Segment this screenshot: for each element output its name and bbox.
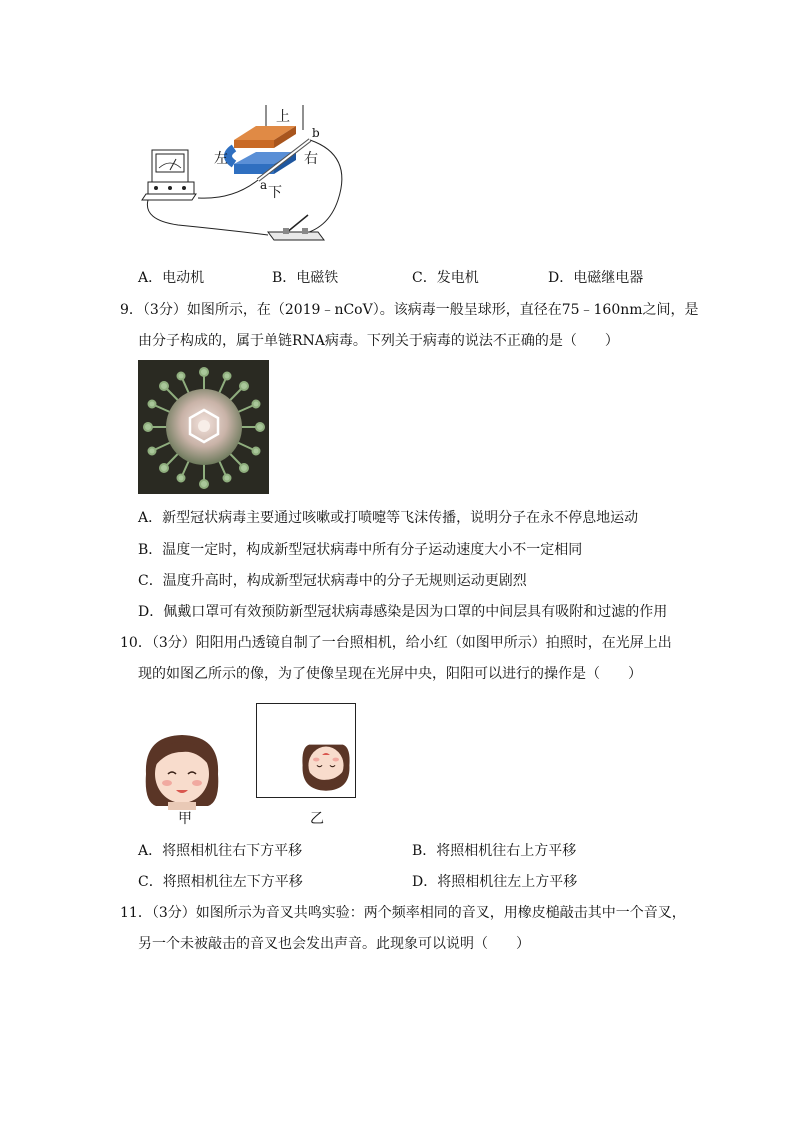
q9-option-a: A．新型冠状病毒主要通过咳嗽或打喷嚏等飞沫传播，说明分子在永不停息地运动 bbox=[138, 510, 639, 526]
label-up: 上 bbox=[276, 109, 290, 125]
q8-figure bbox=[138, 100, 358, 250]
q11-stem-line2: 另一个未被敲击的音叉也会发出声音。此现象可以说明（ ） bbox=[138, 936, 530, 952]
label-left: 左 bbox=[214, 151, 228, 167]
q11-stem-line1: 11．（3分）如图所示为音叉共鸣实验：两个频率相同的音叉，用橡皮槌敲击其中一个音叉， bbox=[120, 905, 686, 921]
figure-yi-screen bbox=[256, 703, 356, 798]
q9-option-d: D．佩戴口罩可有效预防新型冠状病毒感染是因为口罩的中间层具有吸附和过滤的作用 bbox=[138, 604, 668, 620]
inverted-girl-face-illustration bbox=[297, 742, 355, 794]
figure-jia-girl-face bbox=[138, 730, 226, 810]
q10-stem-line2: 现的如图乙所示的像，为了使像呈现在光屏中央，阳阳可以进行的操作是（ ） bbox=[138, 666, 642, 682]
q8-option-b: B．电磁铁 bbox=[272, 270, 339, 286]
girl-face-illustration bbox=[138, 730, 226, 810]
q9-option-c: C．温度升高时，构成新型冠状病毒中的分子无规则运动更剧烈 bbox=[138, 573, 527, 589]
label-right: 右 bbox=[304, 151, 318, 167]
q8-option-a: A．电动机 bbox=[138, 270, 205, 286]
label-a: a bbox=[260, 178, 268, 192]
label-b: b bbox=[312, 126, 320, 140]
label-yi: 乙 bbox=[310, 811, 324, 827]
q10-option-a: A．将照相机往右下方平移 bbox=[138, 843, 303, 859]
q8-option-c: C．发电机 bbox=[412, 270, 479, 286]
generator-circuit-diagram bbox=[138, 100, 358, 250]
coronavirus-illustration bbox=[138, 360, 269, 494]
q8-option-d: D．电磁继电器 bbox=[548, 270, 644, 286]
q10-option-d: D．将照相机往左上方平移 bbox=[412, 874, 578, 890]
q10-option-c: C．将照相机往左下方平移 bbox=[138, 874, 303, 890]
q10-option-b: B．将照相机往右上方平移 bbox=[412, 843, 577, 859]
label-down: 下 bbox=[268, 185, 282, 201]
virus-image bbox=[138, 360, 269, 494]
q9-stem-line2: 由分子构成的，属于单链RNA病毒。下列关于病毒的说法不正确的是（ ） bbox=[138, 333, 619, 349]
q9-stem-line1: 9．（3分）如图所示，在（2019﹣nCoV）。该病毒一般呈球形，直径在75﹣160nm之间，是 bbox=[120, 302, 699, 318]
label-jia: 甲 bbox=[178, 811, 192, 827]
q9-option-b: B．温度一定时，构成新型冠状病毒中所有分子运动速度大小不一定相同 bbox=[138, 542, 583, 558]
q10-stem-line1: 10．（3分）阳阳用凸透镜自制了一台照相机，给小红（如图甲所示）拍照时，在光屏上出 bbox=[120, 635, 672, 651]
